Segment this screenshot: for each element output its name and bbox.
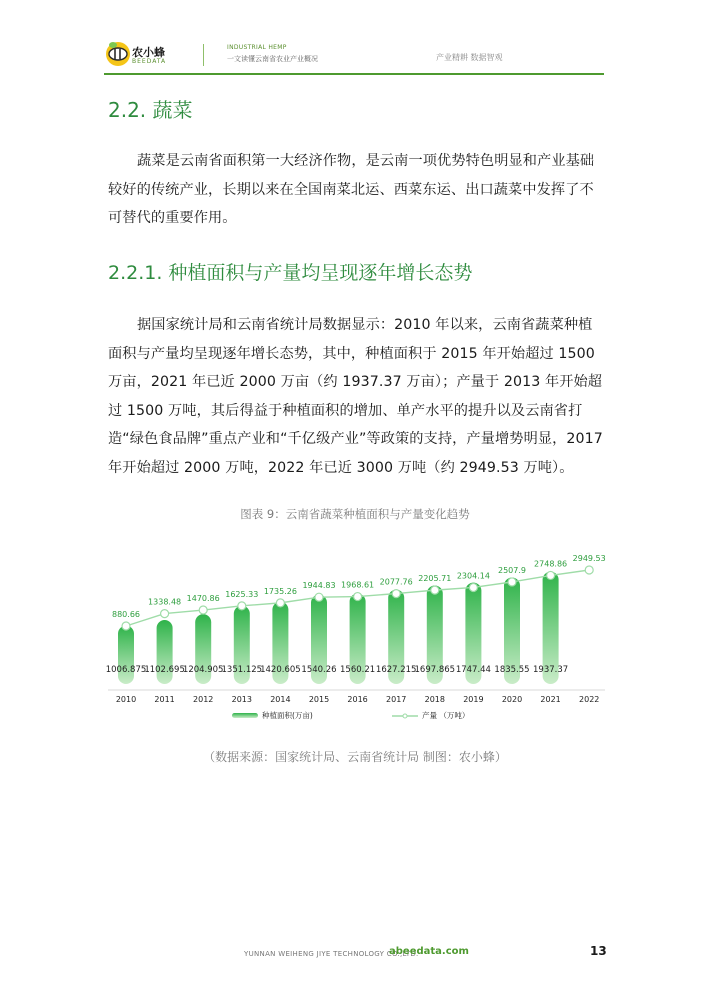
legend-bar-swatch [232, 713, 258, 718]
header-rule [104, 73, 604, 75]
bar-value-label: 1420.605 [260, 665, 301, 675]
line-value-label: 880.66 [112, 610, 140, 619]
bar-value-label: 1351.125 [221, 665, 263, 675]
line-point [392, 590, 400, 598]
section-intro-paragraph: 蔬菜是云南省面积第一大经济作物，是云南一项优势特色明显和产业基础较好的传统产业，长期以来在全国南菜北运、西菜东运、出口蔬菜中发挥了不可替代的重要作用。 [108, 153, 595, 226]
logo-text: 农小蜂 [132, 46, 165, 59]
x-tick-label: 2020 [501, 695, 523, 704]
header-title-en: INDUSTRIAL HEMP [227, 44, 287, 51]
line-point [276, 599, 284, 607]
line-value-label: 2205.71 [418, 574, 452, 584]
bar-value-label: 1627.215 [375, 665, 417, 675]
line-value-label: 1338.48 [148, 597, 182, 607]
line-value-label: 2077.76 [379, 577, 413, 587]
x-tick-label: 2014 [270, 695, 291, 704]
line-value-label: 1735.26 [263, 586, 297, 596]
x-tick-label: 2013 [231, 695, 252, 704]
logo-subtext: BEEDATA [132, 58, 167, 65]
bar-value-label: 1204.905 [182, 665, 224, 675]
header-title-cn: 一文读懂云南省农业产业概况 [227, 55, 318, 63]
x-tick-label: 2019 [463, 695, 484, 704]
line-point [585, 566, 593, 574]
x-tick-label: 2011 [154, 695, 175, 704]
page-number: 13 [590, 944, 607, 958]
bar-value-label: 1747.44 [455, 665, 491, 675]
bee-logo-icon [104, 40, 132, 68]
line-value-label: 1944.83 [302, 581, 336, 591]
line-point [547, 571, 555, 579]
line-point [199, 606, 207, 614]
footer-url[interactable]: abeedata.com [389, 946, 469, 957]
line-value-label: 2304.14 [456, 571, 490, 581]
footer-company: YUNNAN WEIHENG JIYE TECHNOLOGY CO.,LTD. [244, 950, 419, 958]
legend-line-label: 产量 （万吨） [422, 711, 470, 720]
subsection-heading: 2.2.1. 种植面积与产量均呈现逐年增长态势 [108, 262, 473, 284]
x-tick-label: 2017 [386, 695, 407, 704]
x-axis [108, 690, 605, 704]
line-point [315, 593, 323, 601]
x-tick-label: 2012 [193, 695, 214, 704]
line-value-label: 2748.86 [534, 559, 568, 569]
legend-line-marker [403, 714, 407, 718]
chart-legend [232, 710, 469, 720]
x-tick-label: 2015 [308, 695, 330, 704]
line-value-label: 2507.9 [498, 565, 526, 575]
line-point [469, 583, 477, 591]
bar-value-label: 1560.21 [340, 665, 376, 675]
bar-value-label: 1006.875 [105, 665, 147, 675]
subsection-body-paragraph: 据国家统计局和云南省统计局数据显示：2010 年以来，云南省蔬菜种植面积与产量均呈现逐年增长态势，其中，种植面积于 2015 年开始超过 1500 万亩，2021 年已近 2000 万亩（约 1937.37 万亩）；产量于 2013 年开始超过 1500 万吨，其后得益于种植面积的增加、单产水平的提升以及云南省打造“绿色食品牌”重点产业和“千亿级产业”等政策的支持，产量增势明显，2017 年开始超过 2000 万吨，2022 年已近 3000 万吨（约 2949.53 万吨）。 [108, 317, 603, 476]
x-tick-label: 2022 [579, 695, 600, 704]
line-point [431, 586, 439, 594]
bar-value-label: 1102.695 [144, 665, 185, 675]
line-point [238, 602, 246, 610]
line-value-label: 1968.61 [341, 580, 375, 590]
line-value-label: 1470.86 [186, 594, 220, 604]
header-divider [203, 44, 204, 66]
bar-value-label: 1697.865 [414, 665, 456, 675]
line-value-label: 1625.33 [225, 589, 259, 599]
x-tick-label: 2018 [424, 695, 445, 704]
line-point [354, 593, 362, 601]
bar-value-label: 1835.55 [494, 665, 530, 675]
x-tick-label: 2021 [540, 695, 561, 704]
line-point [122, 622, 130, 630]
bar-value-label: 1937.37 [533, 665, 569, 675]
line-point [161, 610, 169, 618]
page-header [0, 0, 710, 76]
line-point [508, 578, 516, 586]
header-tagline: 产业精耕 数据智观 [436, 53, 503, 62]
section-heading: 2.2. 蔬菜 [108, 98, 193, 122]
line-value-label: 2949.53 [572, 554, 606, 563]
figure-caption: 图表 9：云南省蔬菜种植面积与产量变化趋势 [240, 507, 470, 521]
bar [118, 626, 134, 684]
area-production-chart [100, 540, 620, 730]
x-tick-label: 2016 [347, 695, 368, 704]
bar-value-label: 1540.26 [301, 665, 337, 675]
figure-source: （数据来源：国家统计局、云南省统计局 制图：农小蜂） [203, 750, 507, 764]
x-tick-label: 2010 [115, 695, 137, 704]
legend-bar-label: 种植面积(万亩) [262, 711, 313, 720]
